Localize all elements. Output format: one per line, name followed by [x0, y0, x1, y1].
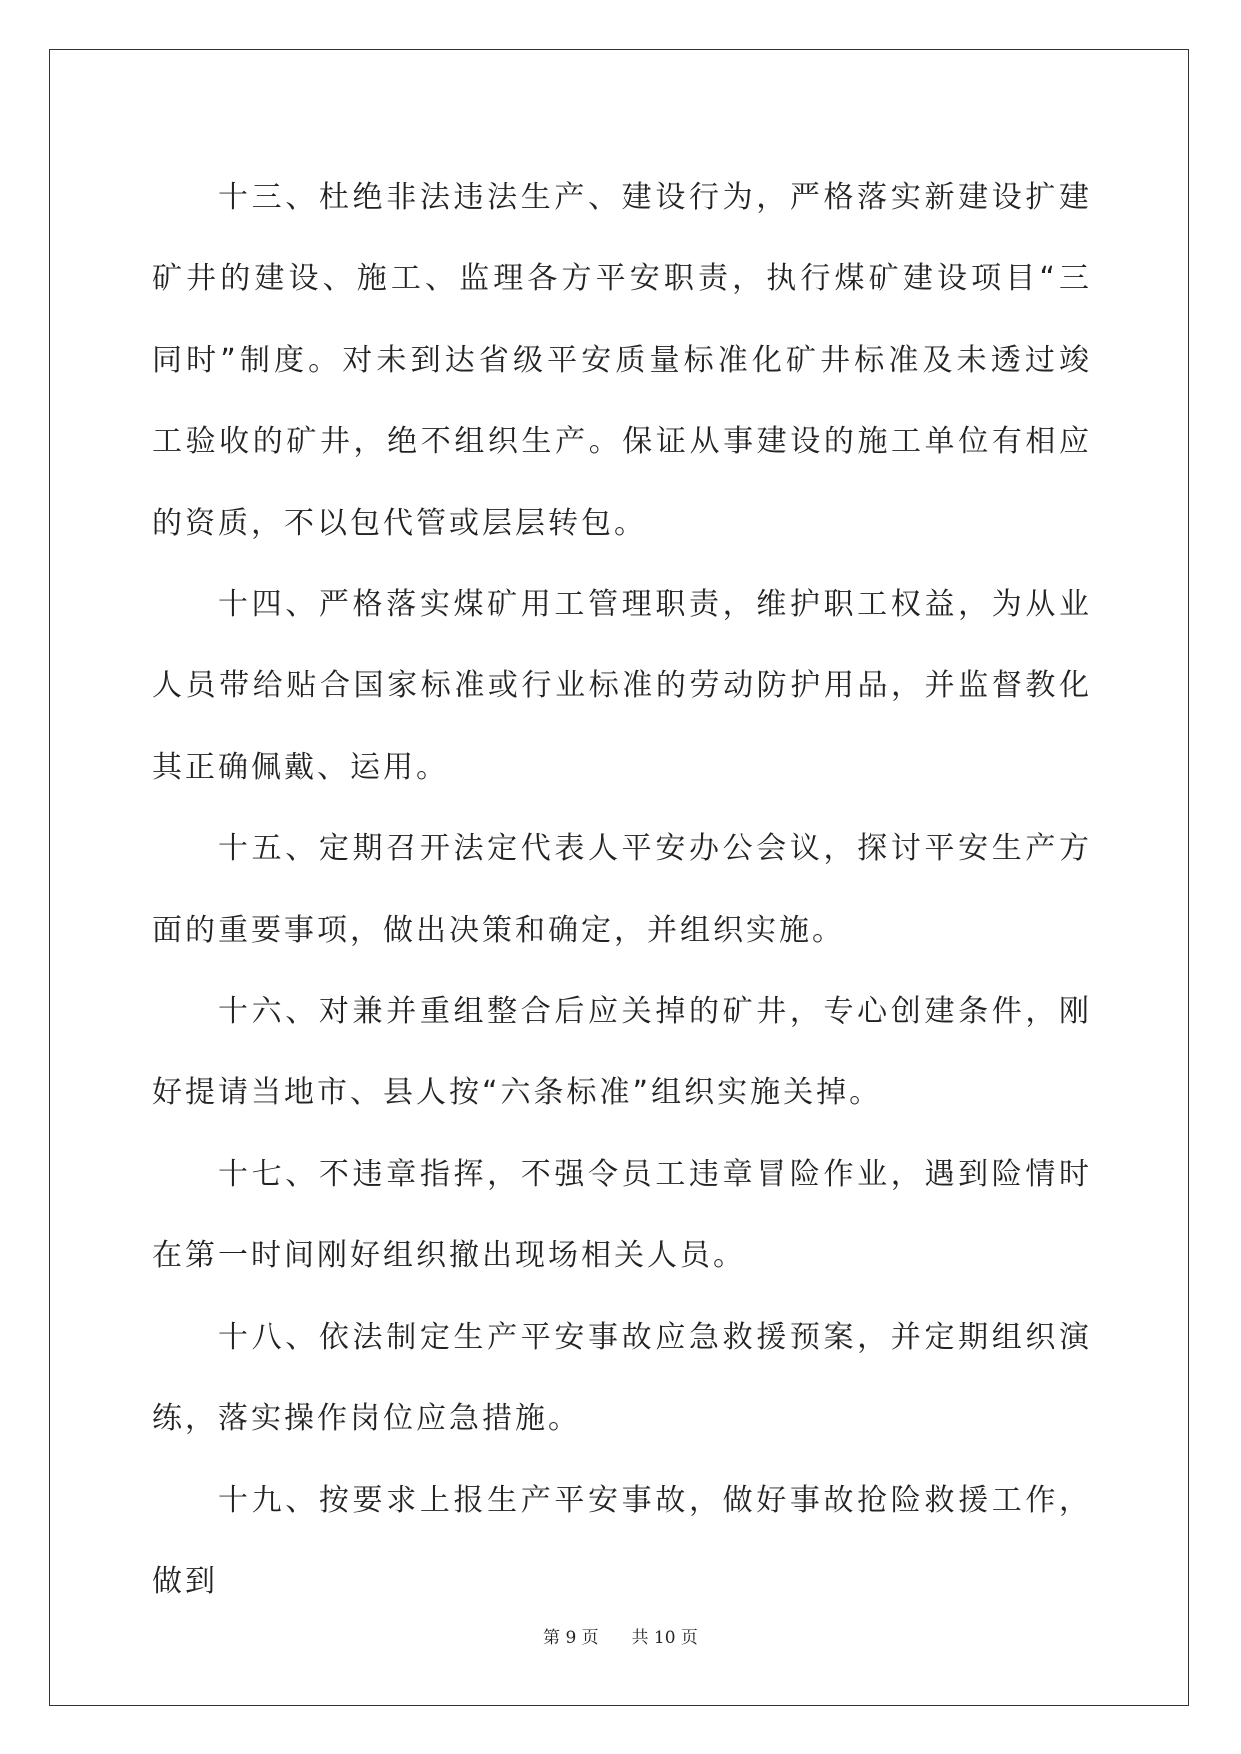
paragraph-17: 十七、不违章指挥，不强令员工违章冒险作业，遇到险情时在第一时间刚好组织撤出现场相关人员。	[152, 1156, 1092, 1274]
paragraph-13: 十三、杜绝非法违法生产、建设行为，严格落实新建设扩建矿井的建设、施工、监理各方平安职责，执行煤矿建设项目“三同时”制度。对未到达省级平安质量标准化矿井标准及未透过竣工验收的矿井，绝不组织生产。保证从事建设的施工单位有相应的资质，不以包代管或层层转包。	[152, 180, 1092, 541]
paragraph-14: 十四、严格落实煤矿用工管理职责，维护职工权益，为从业人员带给贴合国家标准或行业标准的劳动防护用品，并监督教化其正确佩戴、运用。	[152, 587, 1092, 785]
paragraph-19: 十九、按要求上报生产平安事故，做好事故抢险救援工作，做到	[152, 1482, 1092, 1599]
page-footer	[0, 1627, 1241, 1649]
paragraph-15: 十五、定期召开法定代表人平安办公会议，探讨平安生产方面的重要事项，做出决策和确定，并组织实施。	[152, 831, 1092, 948]
document-body	[152, 157, 1092, 1622]
page-number: 第 9 页	[543, 1628, 599, 1648]
paragraph-18: 十八、依法制定生产平安事故应急救援预案，并定期组织演练，落实操作岗位应急措施。	[152, 1319, 1092, 1437]
paragraph-16: 十六、对兼并重组整合后应关掉的矿井，专心创建条件，刚好提请当地市、县人按“六条标准”组织实施关掉。	[152, 994, 1092, 1111]
page-total: 共 10 页	[631, 1628, 698, 1648]
